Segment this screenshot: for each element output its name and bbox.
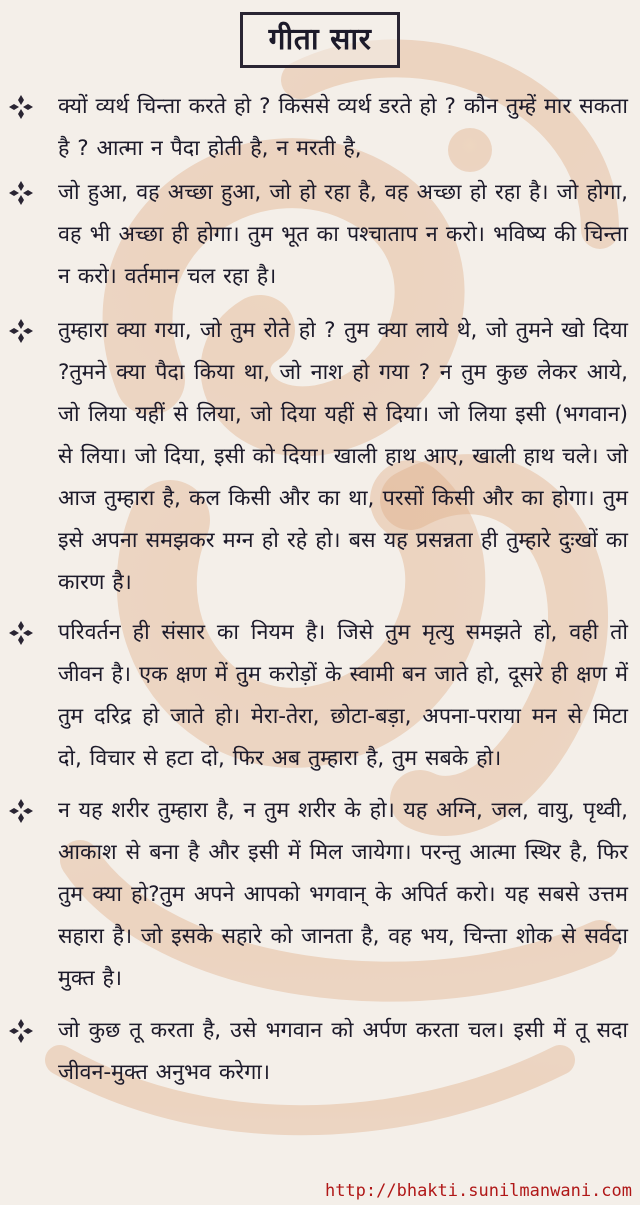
diamond-bullet-icon [8, 318, 34, 344]
page-title: गीता सार [268, 22, 372, 57]
list-item [0, 86, 640, 170]
source-url: http://bhakti.sunilmanwani.com [324, 1181, 632, 1201]
paragraph-text: तुम्हारा क्या गया, जो तुम रोते हो ? तुम क्या लाये थे, जो तुमने खो दिया ?तुमने क्या पैदा किया था, जो नाश हो गया ? न तुम कुछ लेकर आये, जो लिया यहीं से लिया, जो दिया यहीं से दिया। जो लिया इसी (भगवान) से लिया। जो दिया, इसी को दिया। खाली हाथ आए, खाली हाथ चले। जो आज तुम्हारा है, कल किसी और का था, परसों किसी और का होगा। तुम इसे अपना समझकर मग्न हो रहे हो। बस यह प्रसन्नता ही तुम्हारे दुःखों का कारण है। [58, 318, 628, 595]
list-item [0, 310, 640, 604]
diamond-bullet-icon [8, 94, 34, 120]
paragraph-text: न यह शरीर तुम्हारा है, न तुम शरीर के हो। यह अग्नि, जल, वायु, पृथ्वी, आकाश से बना है और इसी में मिल जायेगा। परन्तु आत्मा स्थिर है, फिर तुम क्या हो?तुम अपने आपको भगवान् के अपिर्त करो। यह सबसे उत्तम सहारा है। जो इसके सहारे को जानता है, वह भय, चिन्ता शोक से सर्वदा मुक्त है। [58, 798, 628, 991]
list-item [0, 790, 640, 1000]
diamond-bullet-icon [8, 1018, 34, 1044]
diamond-bullet-icon [8, 620, 34, 646]
content [0, 86, 640, 1094]
paragraph-text: क्यों व्यर्थ चिन्ता करते हो ? किससे व्यर्थ डरते हो ? कौन तुम्हें मार सकता है ? आत्मा न पैदा होती है, न मरती है, [58, 94, 628, 161]
list-item [0, 1010, 640, 1094]
paragraph-text: जो कुछ तू करता है, उसे भगवान को अर्पण करता चल। इसी में तू सदा जीवन-मुक्त अनुभव करेगा। [58, 1018, 628, 1085]
diamond-bullet-icon [8, 180, 34, 206]
title-box [240, 12, 400, 68]
diamond-bullet-icon [8, 798, 34, 824]
list-item [0, 172, 640, 298]
paragraph-text: जो हुआ, वह अच्छा हुआ, जो हो रहा है, वह अच्छा हो रहा है। जो होगा, वह भी अच्छा ही होगा। तुम भूत का पश्चाताप न करो। भविष्य की चिन्ता न करो। वर्तमान चल रहा है। [58, 180, 628, 289]
paragraph-text: परिवर्तन ही संसार का नियम है। जिसे तुम मृत्यु समझते हो, वही तो जीवन है। एक क्षण में तुम करोड़ों के स्वामी बन जाते हो, दूसरे ही क्षण में तुम दरिद्र हो जाते हो। मेरा-तेरा, छोटा-बड़ा, अपना-पराया मन से मिटा दो, विचार से हटा दो, फिर अब तुम्हारा है, तुम सबके हो। [58, 620, 628, 771]
list-item [0, 612, 640, 780]
